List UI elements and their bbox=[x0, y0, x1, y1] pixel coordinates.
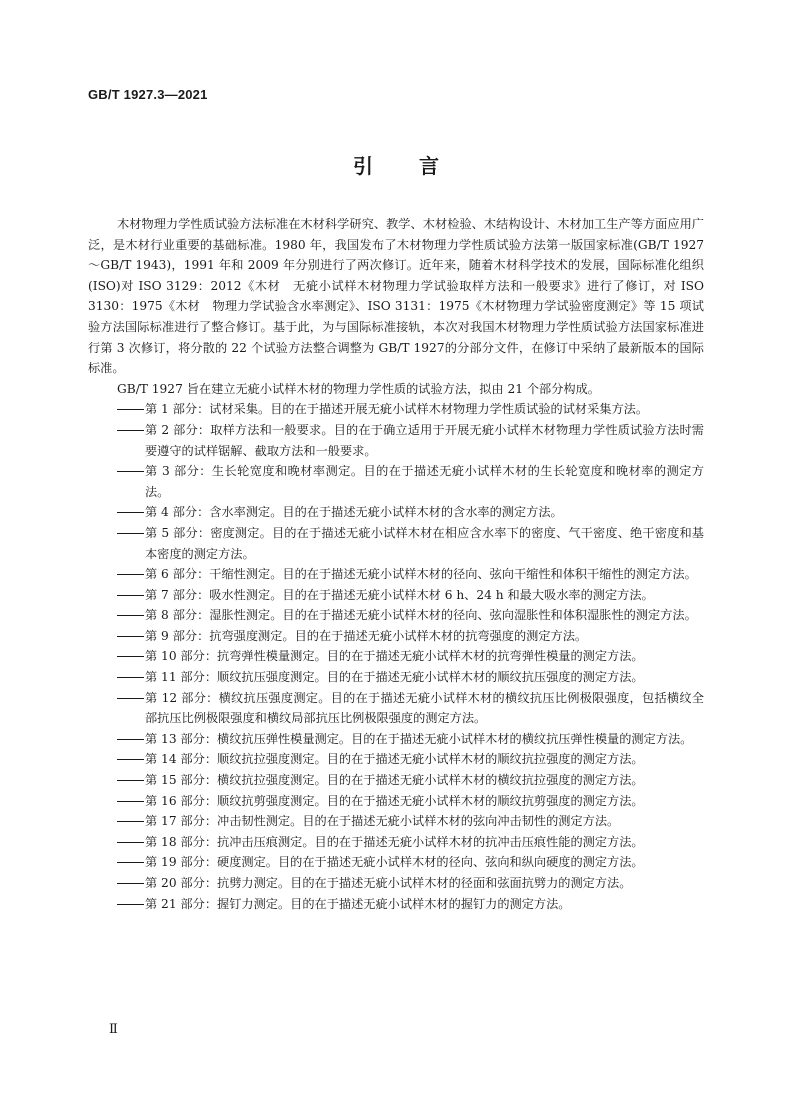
list-item: 第 3 部分：生长轮宽度和晚材率测定。目的在于描述无疵小试样木材的生长轮宽度和晚材率的测定方法。 bbox=[88, 461, 704, 502]
list-item: 第 2 部分：取样方法和一般要求。目的在于确立适用于开展无疵小试样木材物理力学性质试验方法时需要遵守的试样锯解、截取方法和一般要求。 bbox=[88, 420, 704, 461]
list-item: 第 13 部分：横纹抗压弹性模量测定。目的在于描述无疵小试样木材的横纹抗压弹性模量的测定方法。 bbox=[88, 729, 704, 750]
list-item: 第 12 部分：横纹抗压强度测定。目的在于描述无疵小试样木材的横纹抗压比例极限强度，包括横纹全部抗压比例极限强度和横纹局部抗压比例极限强度的测定方法。 bbox=[88, 688, 704, 729]
dash-marker bbox=[117, 471, 144, 472]
list-item: 第 16 部分：顺纹抗剪强度测定。目的在于描述无疵小试样木材的顺纹抗剪强度的测定方法。 bbox=[88, 791, 704, 812]
dash-marker bbox=[117, 656, 144, 657]
dash-marker bbox=[117, 533, 144, 534]
dash-marker bbox=[117, 698, 144, 699]
list-item: 第 7 部分：吸水性测定。目的在于描述无疵小试样木材 6 h、24 h 和最大吸水率的测定方法。 bbox=[88, 585, 704, 606]
dash-marker bbox=[117, 677, 144, 678]
dash-marker bbox=[117, 821, 144, 822]
document-body bbox=[88, 214, 704, 914]
list-item: 第 9 部分：抗弯强度测定。目的在于描述无疵小试样木材的抗弯强度的测定方法。 bbox=[88, 626, 704, 647]
scope-paragraph: GB/T 1927 旨在建立无疵小试样木材的物理力学性质的试验方法，拟由 21 个部分构成。 bbox=[117, 381, 600, 396]
dash-marker bbox=[117, 904, 144, 905]
list-item: 第 10 部分：抗弯弹性模量测定。目的在于描述无疵小试样木材的抗弯弹性模量的测定方法。 bbox=[88, 646, 704, 667]
dash-marker bbox=[117, 739, 144, 740]
list-item: 第 1 部分：试材采集。目的在于描述开展无疵小试样木材物理力学性质试验的试材采集方法。 bbox=[88, 399, 704, 420]
dash-marker bbox=[117, 430, 144, 431]
dash-marker bbox=[117, 801, 144, 802]
list-item: 第 5 部分：密度测定。目的在于描述无疵小试样木材在相应含水率下的密度、气干密度、绝干密度和基本密度的测定方法。 bbox=[88, 523, 704, 564]
dash-marker bbox=[117, 883, 144, 884]
list-item: 第 11 部分：顺纹抗压强度测定。目的在于描述无疵小试样木材的顺纹抗压强度的测定方法。 bbox=[88, 667, 704, 688]
dash-marker bbox=[117, 409, 144, 410]
standard-number: GB/T 1927.3—2021 bbox=[88, 87, 208, 102]
list-item: 第 8 部分：湿胀性测定。目的在于描述无疵小试样木材的径向、弦向湿胀性和体积湿胀性的测定方法。 bbox=[88, 605, 704, 626]
dash-marker bbox=[117, 780, 144, 781]
dash-marker bbox=[117, 842, 144, 843]
list-item: 第 21 部分：握钉力测定。目的在于描述无疵小试样木材的握钉力的测定方法。 bbox=[88, 894, 704, 915]
list-item: 第 18 部分：抗冲击压痕测定。目的在于描述无疵小试样木材的抗冲击压痕性能的测定方法。 bbox=[88, 832, 704, 853]
list-item: 第 6 部分：干缩性测定。目的在于描述无疵小试样木材的径向、弦向干缩性和体积干缩性的测定方法。 bbox=[88, 564, 704, 585]
list-item: 第 19 部分：硬度测定。目的在于描述无疵小试样木材的径向、弦向和纵向硬度的测定方法。 bbox=[88, 852, 704, 873]
page-title: 引言 bbox=[353, 154, 485, 178]
dash-marker bbox=[117, 615, 144, 616]
parts-list bbox=[88, 399, 704, 914]
dash-marker bbox=[117, 759, 144, 760]
list-item: 第 17 部分：冲击韧性测定。目的在于描述无疵小试样木材的弦向冲击韧性的测定方法。 bbox=[88, 811, 704, 832]
dash-marker bbox=[117, 862, 144, 863]
list-item: 第 20 部分：抗劈力测定。目的在于描述无疵小试样木材的径面和弦面抗劈力的测定方法。 bbox=[88, 873, 704, 894]
dash-marker bbox=[117, 512, 144, 513]
dash-marker bbox=[117, 574, 144, 575]
list-item: 第 4 部分：含水率测定。目的在于描述无疵小试样木材的含水率的测定方法。 bbox=[88, 502, 704, 523]
dash-marker bbox=[117, 636, 144, 637]
dash-marker bbox=[117, 595, 144, 596]
page-number: Ⅱ bbox=[109, 1022, 118, 1037]
list-item: 第 15 部分：横纹抗拉强度测定。目的在于描述无疵小试样木材的横纹抗拉强度的测定方法。 bbox=[88, 770, 704, 791]
list-item: 第 14 部分：顺纹抗拉强度测定。目的在于描述无疵小试样木材的顺纹抗拉强度的测定方法。 bbox=[88, 749, 704, 770]
intro-paragraph: 木材物理力学性质试验方法标准在木材科学研究、教学、木材检验、木结构设计、木材加工生产等方面应用广泛，是木材行业重要的基础标准。1980 年，我国发布了木材物理力学性质试验方法第一版国家标准(GB/T 1927～GB/T 1943)，1991 年和 2009 年分别进行了两次修订。近年来，随着木材科学技术的发展，国际标准化组织(ISO)对 ISO 3129：2012《木材 无疵小试样木材物理力学试验取样方法和一般要求》进行了修订，对 ISO 3130：1975《木材 物理力学试验含水率测定》、ISO 3131：1975《木材物理力学试验密度测定》等 15 项试验方法国际标准进行了整合修订。基于此，为与国际标准接轨，本次对我国木材物理力学性质试验方法国家标准进行第 3 次修订，将分散的 22 个试验方法整合调整为 GB/T 1927的分部分文件，在修订中采纳了最新版本的国际标准。 bbox=[88, 217, 704, 376]
